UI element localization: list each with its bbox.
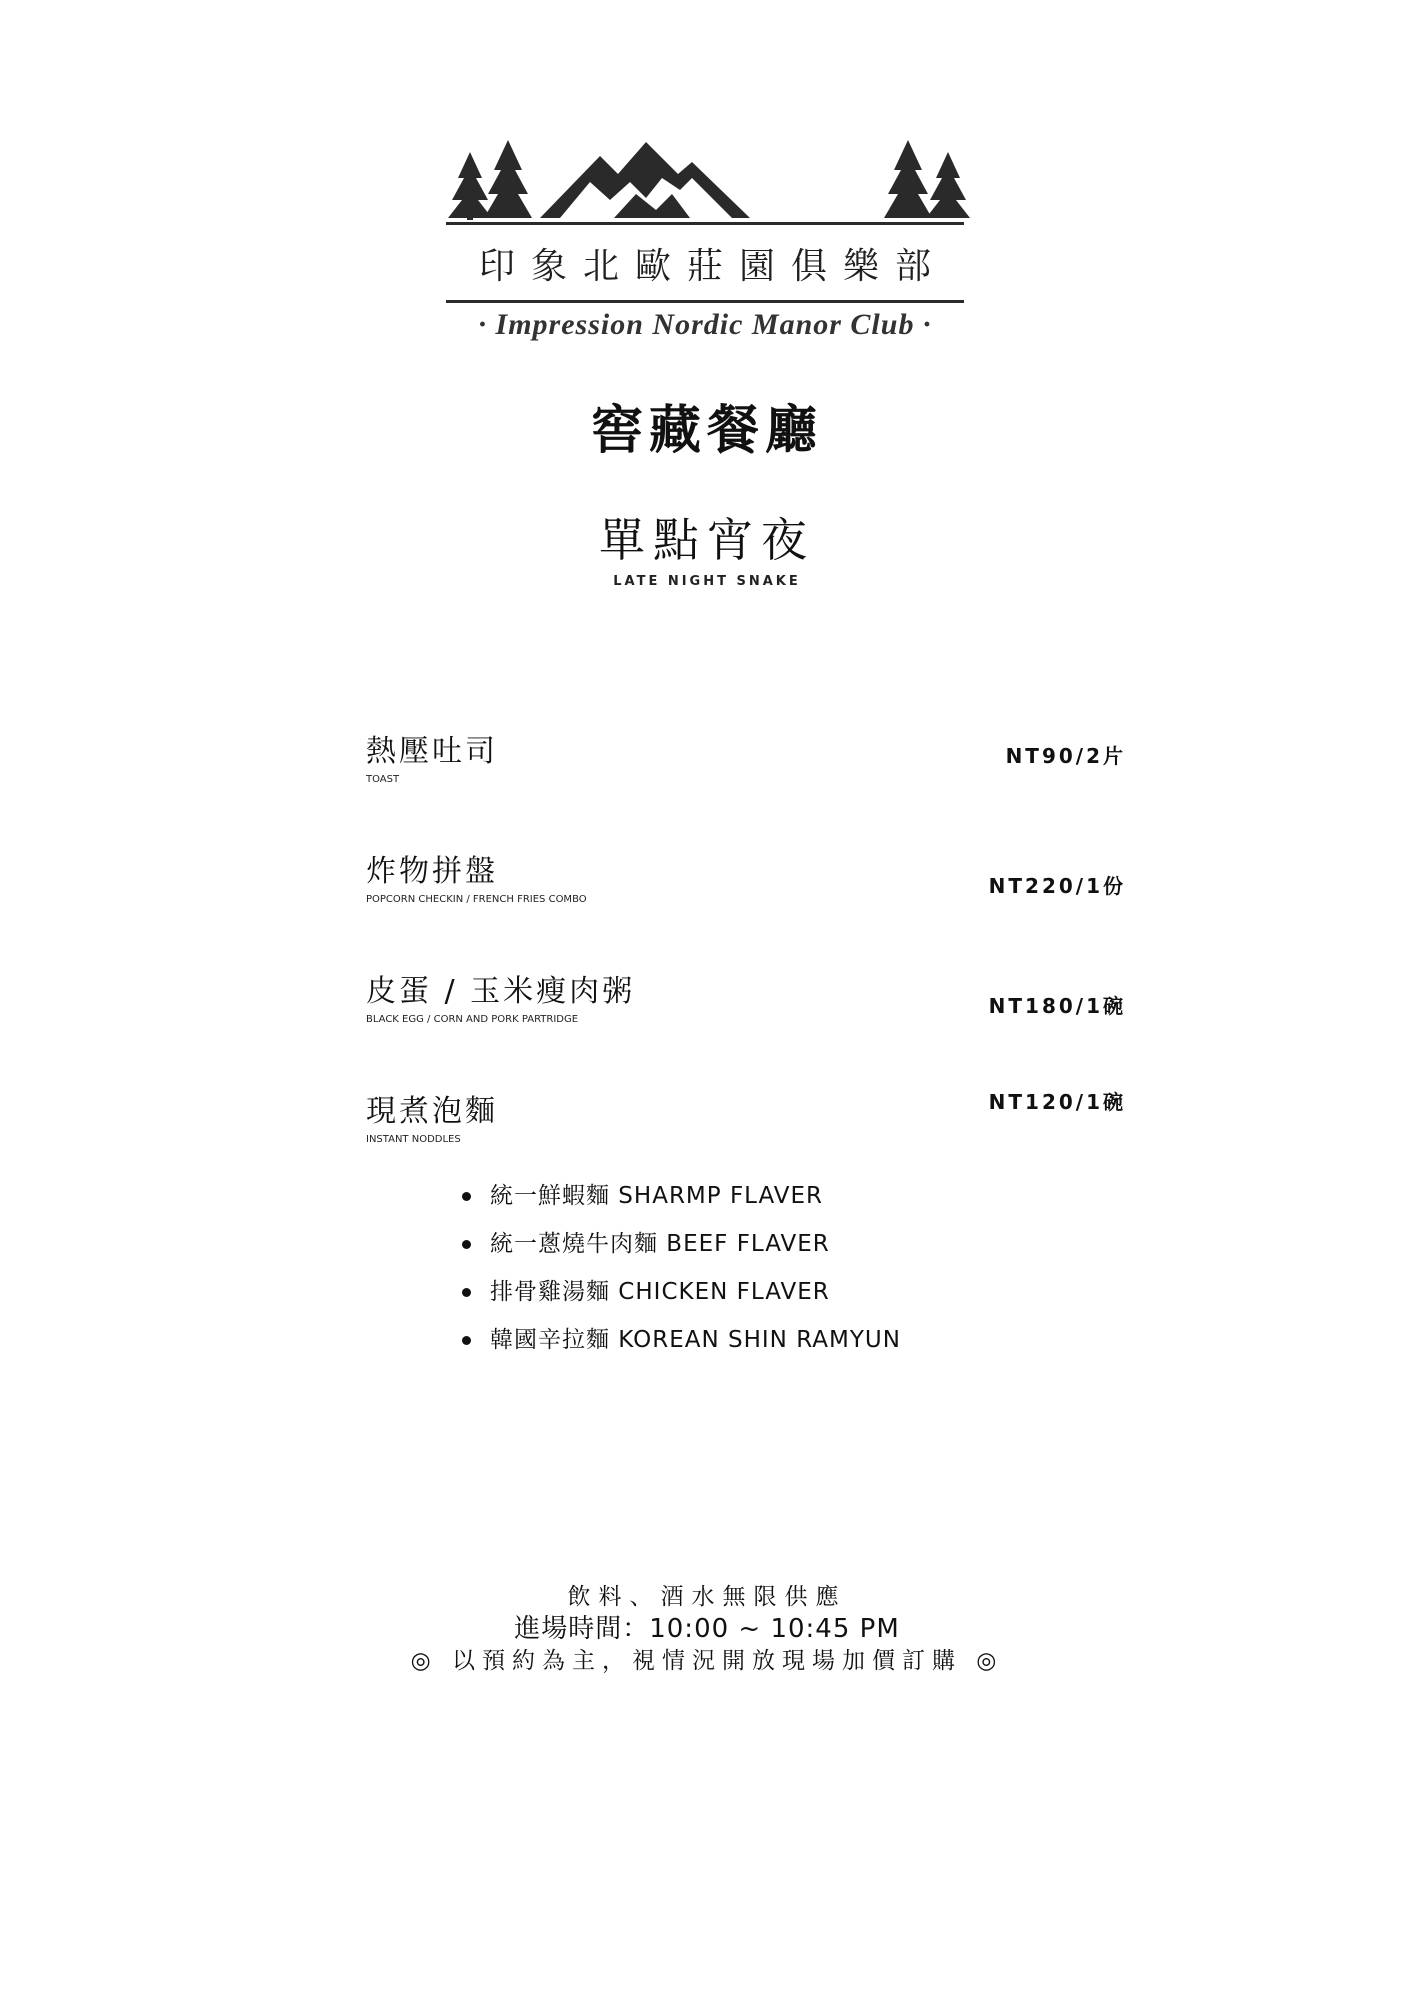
bullet-icon bbox=[462, 1240, 471, 1249]
menu-item-name-zh: 熱壓吐司 bbox=[366, 734, 498, 769]
noodle-option-label: 韓國辛拉麵 KOREAN SHIN RAMYUN bbox=[490, 1327, 901, 1353]
menu-item-price: NT90/2片 bbox=[1005, 744, 1126, 768]
footer-entry-time: 進場時間：10:00 ~ 10:45 PM bbox=[514, 1614, 900, 1644]
bullet-icon bbox=[462, 1336, 471, 1345]
noodle-option-label: 統一蔥燒牛肉麵 BEEF FLAVER bbox=[490, 1231, 830, 1257]
menu-item-name-zh: 皮蛋 / 玉米瘦肉粥 bbox=[366, 974, 636, 1009]
logo-bottom-rule bbox=[446, 300, 964, 303]
menu-item-price: NT120/1碗 bbox=[988, 1090, 1126, 1114]
noodle-option-label: 排骨雞湯麵 CHICKEN FLAVER bbox=[490, 1279, 830, 1305]
list-item bbox=[462, 1276, 901, 1324]
logo-top-rule bbox=[446, 222, 964, 225]
section-title-en: LATE NIGHT SNAKE bbox=[613, 574, 801, 589]
footer-reservation-note: ◎ 以預約為主，視情況開放現場加價訂購 ◎ bbox=[410, 1648, 1004, 1674]
menu-item-congee bbox=[366, 966, 1126, 1046]
brand-name-en: · Impression Nordic Manor Club · bbox=[478, 308, 932, 341]
menu-item-name-en: POPCORN CHECKIN / FRENCH FRIES COMBO bbox=[366, 894, 587, 905]
list-item bbox=[462, 1180, 901, 1228]
menu-item-name-zh: 現煮泡麵 bbox=[366, 1094, 498, 1129]
restaurant-name: 窖藏餐廳 bbox=[590, 401, 823, 461]
noodle-options-list bbox=[462, 1180, 901, 1372]
bullet-icon bbox=[462, 1288, 471, 1297]
bullet-icon bbox=[462, 1192, 471, 1201]
noodle-option-label: 統一鮮蝦麵 SHARMP FLAVER bbox=[490, 1183, 824, 1209]
menu-item-fried-combo bbox=[366, 846, 1126, 926]
mountain-and-pine-trees-icon bbox=[440, 138, 970, 220]
menu-item-toast bbox=[366, 726, 1126, 806]
footer-drinks-note: 飲料、酒水無限供應 bbox=[567, 1584, 847, 1610]
section-title-zh: 單點宵夜 bbox=[599, 513, 815, 567]
menu-item-price: NT180/1碗 bbox=[988, 994, 1126, 1018]
list-item bbox=[462, 1324, 901, 1372]
menu-item-name-en: INSTANT NODDLES bbox=[366, 1134, 461, 1145]
menu-item-name-en: TOAST bbox=[366, 774, 400, 785]
brand-logo bbox=[0, 0, 1414, 360]
menu-item-name-en: BLACK EGG / CORN AND PORK PARTRIDGE bbox=[366, 1014, 579, 1025]
brand-name-zh: 印象北歐莊園俱樂部 bbox=[478, 246, 947, 287]
list-item bbox=[462, 1228, 901, 1276]
menu-item-price: NT220/1份 bbox=[988, 874, 1126, 898]
menu-item-name-zh: 炸物拼盤 bbox=[366, 854, 498, 889]
menu-item-instant-noodles bbox=[366, 1086, 1126, 1166]
